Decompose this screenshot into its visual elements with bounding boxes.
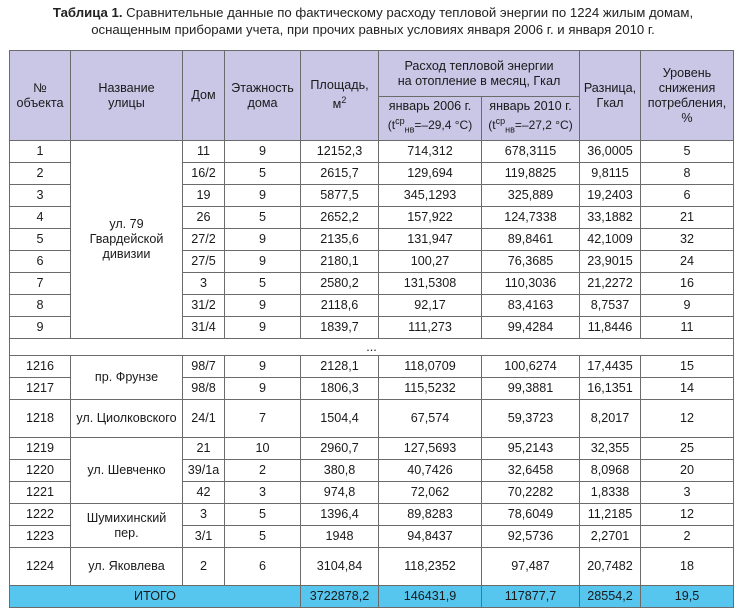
table-row: 1221 42 3 974,8 72,062 70,2282 1,8338 3: [10, 482, 734, 504]
header-object-number: № объекта: [10, 51, 71, 141]
table-row: 1222 Шумихинский пер. 3 5 1396,4 89,8283 78,6049 11,2185 12: [10, 504, 734, 526]
header-heat-consumption: Расход тепловой энергии на отопление в месяц, Гкал: [379, 51, 580, 97]
total-difference: 28554,2: [580, 586, 641, 608]
table-row: 1223 3/1 5 1948 94,8437 92,5736 2,2701 2: [10, 526, 734, 548]
street-name-cell: Шумихинский пер.: [71, 504, 183, 548]
table-row: 6 27/5 9 2180,1 100,27 76,3685 23,9015 24: [10, 251, 734, 273]
table-row: 1216 пр. Фрунзе 98/7 9 2128,1 118,0709 100,6274 17,4435 15: [10, 356, 734, 378]
table-row: 1 ул. 79 Гвардейской дивизии 11 9 12152,3 714,312 678,3115 36,0005 5: [10, 141, 734, 163]
table-row: 1219 ул. Шевченко 21 10 2960,7 127,5693 95,2143 32,355 25: [10, 438, 734, 460]
caption-label: Таблица 1.: [52, 5, 123, 20]
table-caption: [0, 4, 746, 38]
table-row: 9 31/4 9 1839,7 111,273 99,4284 11,8446 11: [10, 317, 734, 339]
caption-line-2: оснащенным приборами учета, при прочих равных условиях января 2006 г. и января 2010 г.: [91, 22, 655, 37]
header-reduction-level: Уровень снижения потребления, %: [641, 51, 734, 141]
street-name-cell: ул. Циолковского: [71, 400, 183, 438]
heat-consumption-table: [9, 50, 734, 608]
total-label: ИТОГО: [10, 586, 301, 608]
header-floors: Этажность дома: [225, 51, 301, 141]
caption-line-1: Сравнительные данные по фактическому расходу тепловой энергии по 1224 жилым домам,: [126, 5, 694, 20]
table-row: 1220 39/1а 2 380,8 40,7426 32,6458 8,0968 20: [10, 460, 734, 482]
table-row: 4 26 5 2652,2 157,922 124,7338 33,1882 21: [10, 207, 734, 229]
total-row: [10, 586, 734, 608]
header-difference: Разница, Гкал: [580, 51, 641, 141]
total-jan2010: 117877,7: [482, 586, 580, 608]
header-january-2006: январь 2006 г. ($t^{ср}_{нв}=-29,4$ °С): [379, 97, 482, 141]
street-name-cell: пр. Фрунзе: [71, 356, 183, 400]
total-reduction: 19,5: [641, 586, 734, 608]
table-row: 7 3 5 2580,2 131,5308 110,3036 21,2272 16: [10, 273, 734, 295]
street-name-cell: ул. Яковлева: [71, 548, 183, 586]
ellipsis-row: [10, 339, 734, 356]
total-jan2006: 146431,9: [379, 586, 482, 608]
street-name-cell: ул. Шевченко: [71, 438, 183, 504]
table-row: 3 19 9 5877,5 345,1293 325,889 19,2403 6: [10, 185, 734, 207]
header-january-2010: январь 2010 г. ($t^{ср}_{нв}=-27,2$ °С): [482, 97, 580, 141]
table-row: 1218 ул. Циолковского 24/1 7 1504,4 67,574 59,3723 8,2017 12: [10, 400, 734, 438]
table-row: 8 31/2 9 2118,6 92,17 83,4163 8,7537 9: [10, 295, 734, 317]
header-house: Дом: [183, 51, 225, 141]
table-row: 1224 ул. Яковлева 2 6 3104,84 118,2352 97,487 20,7482 18: [10, 548, 734, 586]
table-row: 5 27/2 9 2135,6 131,947 89,8461 42,1009 32: [10, 229, 734, 251]
header-street-name: Название улицы: [71, 51, 183, 141]
total-area: 3722878,2: [301, 586, 379, 608]
ellipsis: ...: [10, 339, 734, 356]
street-name-cell: ул. 79 Гвардейской дивизии: [71, 141, 183, 339]
header-area: Площадь, $м^2$: [301, 51, 379, 141]
table-row: 2 16/2 5 2615,7 129,694 119,8825 9,8115 8: [10, 163, 734, 185]
table-row: 1217 98/8 9 1806,3 115,5232 99,3881 16,1351 14: [10, 378, 734, 400]
